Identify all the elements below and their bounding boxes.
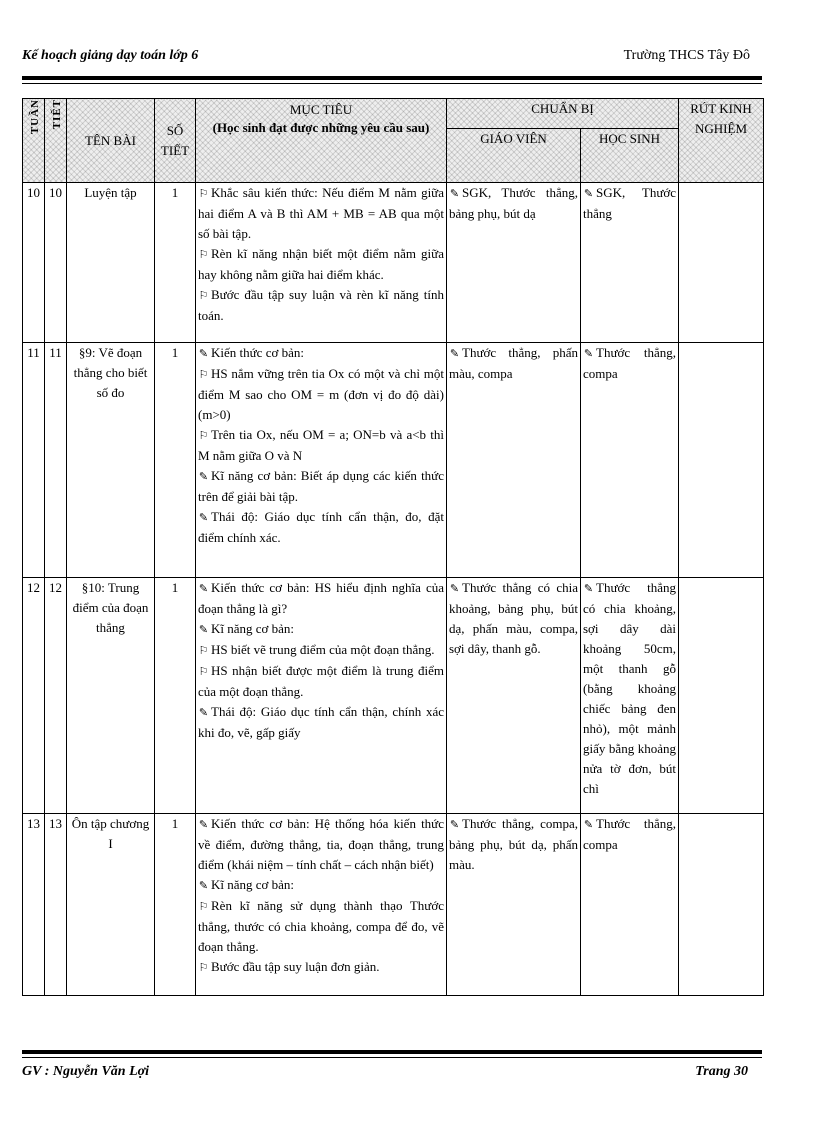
pencil-icon: ✎ (198, 819, 209, 831)
pencil-icon: ✎ (198, 880, 209, 892)
cell-rut-kinh-nghiem (679, 343, 764, 578)
table-row (23, 578, 764, 814)
cell-tiet: 10 (45, 183, 67, 343)
objective-item (198, 875, 444, 896)
objective-text: Bước đầu tập suy luận đơn giản. (211, 959, 380, 974)
pencil-icon: ✎ (449, 348, 460, 360)
page-number: Trang 30 (695, 1064, 748, 1079)
objective-item (198, 466, 444, 507)
objective-item (198, 507, 444, 548)
cell-so-tiet: 1 (155, 814, 196, 996)
pencil-icon: ✎ (198, 471, 209, 483)
objective-text: Kĩ năng cơ bản: Biết áp dụng các kiến thức trên để giải bài tập. (198, 468, 444, 504)
cell-tuan: 13 (23, 814, 45, 996)
cell-tiet: 12 (45, 578, 67, 814)
flag-icon: ⚐ (198, 901, 209, 913)
objective-item (198, 661, 444, 702)
cell-muc-tieu (196, 343, 447, 578)
header-so-tiet: SỐ TIẾT (155, 99, 196, 183)
header-rule-thick (22, 76, 762, 80)
header-rule-thin (22, 83, 762, 84)
cell-giao-vien (447, 814, 581, 996)
cell-ten-bai: §9: Vẽ đoạn thẳng cho biết số đo (67, 343, 155, 578)
objective-text: Rèn kĩ năng sử dụng thành thạo Thước thẳng, thước có chia khoảng, compa để đo, vẽ đoạn thẳng. (198, 898, 444, 954)
flag-icon: ⚐ (198, 645, 209, 657)
objective-text: HS biết vẽ trung điểm của một đoạn thẳng. (211, 642, 435, 657)
lesson-plan-table (22, 98, 764, 996)
objective-text: HS nắm vững trên tia Ox có một và chỉ một điểm M sao cho OM = m (đơn vị đo độ dài) (m>0) (198, 366, 444, 422)
cell-muc-tieu (196, 183, 447, 343)
teacher-prep-text: Thước thẳng, compa, bảng phụ, bút dạ, phấn màu. (449, 816, 578, 872)
header-hoc-sinh: HỌC SINH (581, 129, 679, 183)
cell-rut-kinh-nghiem (679, 814, 764, 996)
cell-muc-tieu (196, 814, 447, 996)
page-footer (22, 1062, 762, 1086)
flag-icon: ⚐ (198, 188, 209, 200)
school-name: Trường THCS Tây Đô (623, 48, 750, 63)
teacher-name: GV : Nguyễn Văn Lợi (22, 1064, 150, 1079)
flag-icon: ⚐ (198, 666, 209, 678)
objective-item (198, 364, 444, 425)
flag-icon: ⚐ (198, 249, 209, 261)
cell-rut-kinh-nghiem (679, 183, 764, 343)
cell-ten-bai: §10: Trung điểm của đoạn thẳng (67, 578, 155, 814)
cell-giao-vien (447, 578, 581, 814)
cell-tuan: 11 (23, 343, 45, 578)
pencil-icon: ✎ (198, 583, 209, 595)
student-prep-text: Thước thẳng, compa (583, 816, 677, 852)
objective-text: Bước đầu tập suy luận và rèn kĩ năng tính toán. (198, 287, 444, 323)
header-tiet: TIẾT (45, 99, 67, 183)
page-header (22, 44, 762, 72)
pencil-icon: ✎ (583, 583, 594, 595)
pencil-icon: ✎ (198, 707, 209, 719)
objective-item (198, 425, 444, 466)
flag-icon: ⚐ (198, 369, 209, 381)
objective-item (198, 814, 444, 875)
objective-item (198, 896, 444, 957)
cell-hoc-sinh (581, 578, 679, 814)
pencil-icon: ✎ (583, 188, 594, 200)
objective-text: Khắc sâu kiến thức: Nếu điểm M nằm giữa hai điểm A và B thì AM + MB = AB qua một số bài tập. (198, 185, 444, 241)
student-prep-text: Thước thẳng, compa (583, 345, 677, 381)
header-muc-tieu-sub: (Học sinh đạt được những yêu cầu sau) (212, 120, 430, 135)
pencil-icon: ✎ (449, 819, 460, 831)
cell-tiet: 11 (45, 343, 67, 578)
header-tuan: TUẦN (23, 99, 45, 183)
table-row (23, 814, 764, 996)
objective-item (198, 244, 444, 285)
objective-item (198, 957, 444, 978)
pencil-icon: ✎ (583, 819, 594, 831)
footer-rule-thin (22, 1057, 762, 1058)
objective-item (198, 640, 444, 661)
cell-so-tiet: 1 (155, 183, 196, 343)
table-row (23, 183, 764, 343)
objective-text: Kĩ năng cơ bản: (211, 621, 295, 636)
objective-text: Thái độ: Giáo dục tính cẩn thận, đo, đặt điểm chính xác. (198, 509, 444, 545)
objective-item (198, 285, 444, 326)
objective-item (198, 702, 444, 743)
cell-tuan: 10 (23, 183, 45, 343)
objective-item (198, 578, 444, 619)
student-prep-text: SGK, Thước thẳng (583, 185, 677, 221)
pencil-icon: ✎ (449, 188, 460, 200)
flag-icon: ⚐ (198, 430, 209, 442)
header-ten-bai: TÊN BÀI (67, 99, 155, 183)
teacher-prep-text: SGK, Thước thẳng, bảng phụ, bút dạ (449, 185, 578, 221)
objective-text: Trên tia Ox, nếu OM = a; ON=b và a<b thì M nằm giữa O và N (198, 427, 444, 463)
pencil-icon: ✎ (198, 348, 209, 360)
footer-rule-thick (22, 1050, 762, 1054)
teacher-prep-text: Thước thẳng có chia khoảng, bảng phụ, bút dạ, phấn màu, compa, sợi dây, thanh gỗ. (449, 580, 578, 656)
cell-ten-bai: Ôn tập chương I (67, 814, 155, 996)
flag-icon: ⚐ (198, 962, 209, 974)
header-giao-vien: GIÁO VIÊN (447, 129, 581, 183)
cell-hoc-sinh (581, 814, 679, 996)
objective-text: Kĩ năng cơ bản: (211, 877, 295, 892)
objective-item (198, 183, 444, 244)
pencil-icon: ✎ (449, 583, 460, 595)
cell-so-tiet: 1 (155, 578, 196, 814)
pencil-icon: ✎ (583, 348, 594, 360)
teacher-prep-text: Thước thẳng, phấn màu, compa (449, 345, 578, 381)
objective-item (198, 619, 444, 640)
cell-tiet: 13 (45, 814, 67, 996)
cell-hoc-sinh (581, 343, 679, 578)
header-chuan-bi: CHUẨN BỊ (447, 99, 679, 129)
pencil-icon: ✎ (198, 624, 209, 636)
objective-text: HS nhận biết được một điểm là trung điểm của một đoạn thẳng. (198, 663, 444, 699)
table-row (23, 343, 764, 578)
objective-text: Thái độ: Giáo dục tính cẩn thận, chính xác khi đo, vẽ, gấp giấy (198, 704, 444, 740)
student-prep-text: Thước thẳng có chia khoảng, sợi dây dài khoảng 50cm, một thanh gỗ (bằng khoảng chiếc bảng đen nhỏ), một mảnh giấy bằng khoảng nửa tờ đơn, bút chì (583, 580, 677, 796)
cell-muc-tieu (196, 578, 447, 814)
objective-text: Kiến thức cơ bản: Hệ thống hóa kiến thức về điểm, đường thẳng, tia, đoạn thẳng, trung điểm (khái niệm – tính chất – cách nhận biết) (198, 816, 444, 872)
objective-text: Kiến thức cơ bản: (211, 345, 304, 360)
cell-so-tiet: 1 (155, 343, 196, 578)
objective-item (198, 343, 444, 364)
pencil-icon: ✎ (198, 512, 209, 524)
objective-text: Kiến thức cơ bản: HS hiểu định nghĩa của đoạn thẳng là gì? (198, 580, 444, 616)
document-title: Kế hoạch giảng dạy toán lớp 6 (22, 48, 199, 63)
cell-giao-vien (447, 343, 581, 578)
flag-icon: ⚐ (198, 290, 209, 302)
objective-text: Rèn kĩ năng nhận biết một điểm nằm giữa hay không nằm giữa hai điểm khác. (198, 246, 444, 282)
header-muc-tieu: MỤC TIÊU (Học sinh đạt được những yêu cầu sau) (196, 99, 447, 183)
cell-rut-kinh-nghiem (679, 578, 764, 814)
cell-giao-vien (447, 183, 581, 343)
header-rut-kinh-nghiem: RÚT KINH NGHIỆM (679, 99, 764, 183)
cell-tuan: 12 (23, 578, 45, 814)
cell-hoc-sinh (581, 183, 679, 343)
cell-ten-bai: Luyện tập (67, 183, 155, 343)
